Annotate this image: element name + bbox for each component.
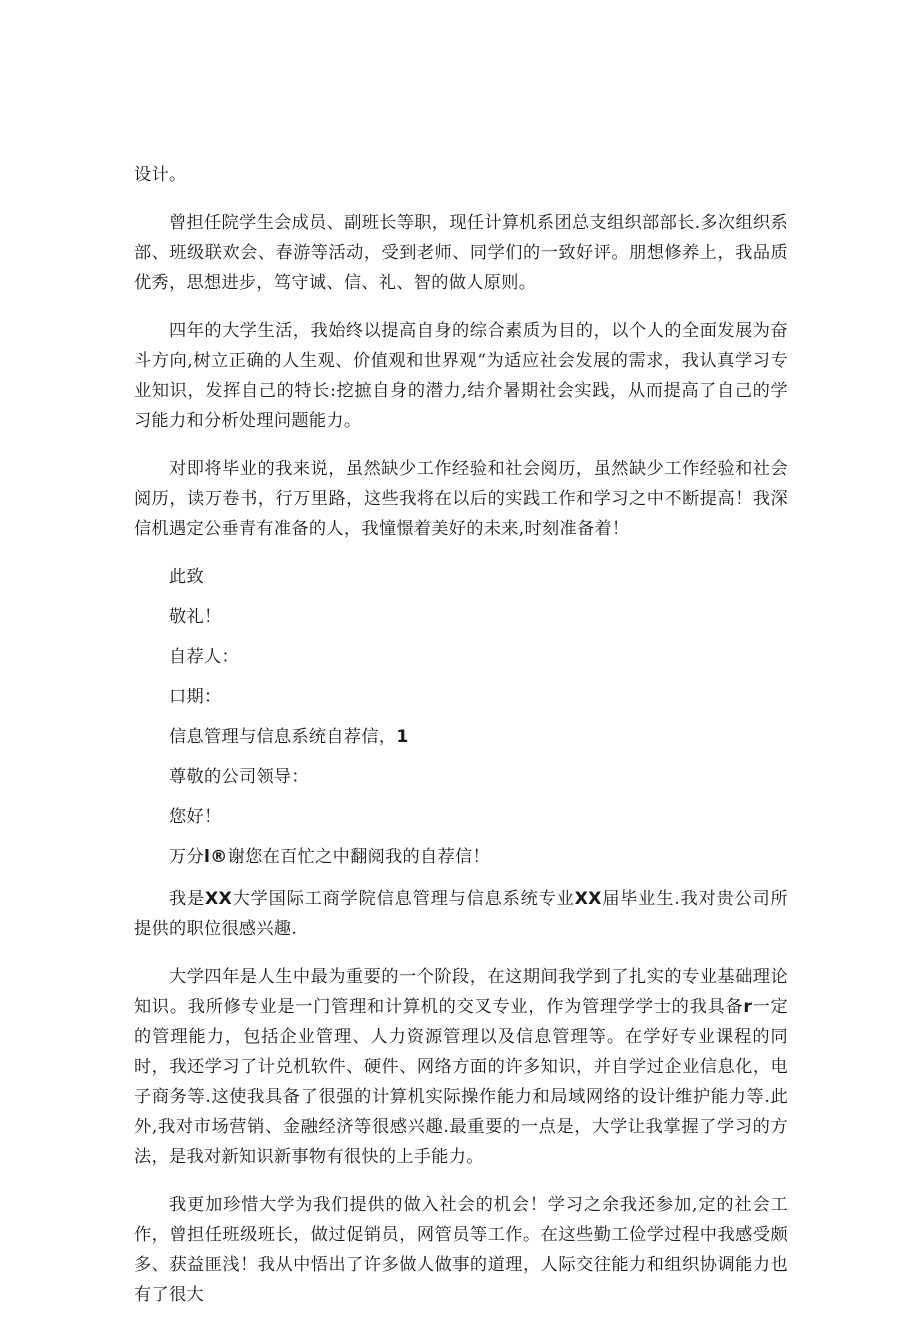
intro-part-1: 我是 bbox=[169, 889, 205, 909]
intro-placeholder-1: XX bbox=[205, 889, 233, 909]
letter2-title bbox=[134, 722, 788, 752]
letter2-title-text: 信息管理与信息系统自荐信， bbox=[169, 727, 397, 747]
paragraph-social: 我更加珍惜大学为我们提供的做入社会的机会！学习之余我还参加,定的社会工作，曾担任班级班长，做过促销员，网管员等工作。在这些勤工俭学过程中我感受颇多、获益匪浅！我从中悟出了许多做人做事的道理，人际交往能力和组织协调能力也有了很大 bbox=[134, 1195, 788, 1305]
study-part-2: 一定的管理能力，包括企业管理、人力资源管理以及信息管理等。在学好专业课程的同时，我还学习了计兑机软件、硬件、网络方面的许多知识，并自学过企业信息化，电子商务等.这使我具备了很强的计算机实际操作能力和局域网络的设计维护能力等.此外,我对市场营销、金融经济等很感兴趣.最重要的一点是，大学让我掌握了学习的方法，是我对新知识新事物有很快的上手能力。 bbox=[134, 997, 789, 1167]
document-body bbox=[134, 160, 788, 1328]
study-glyph: r bbox=[743, 997, 753, 1017]
signer-label: 自荐人： bbox=[169, 647, 239, 667]
thanks-suffix: 谢您在百忙之中翻阅我的自荐信！ bbox=[227, 847, 490, 867]
paragraph-graduating: 对即将毕业的我来说，虽然缺少工作经验和社会阅历，虽然缺少工作经验和社会阅历，读万卷书，行万里路，这些我将在以后的实践工作和学习之中不断提高！我深信机遇定公垂青有准备的人，我憧憬着美好的未来,时刻准备着！ bbox=[134, 459, 788, 539]
closing-line-1: 此致 bbox=[169, 567, 204, 587]
paragraph-study bbox=[134, 962, 788, 1172]
paragraph-college-life: 四年的大学生活，我始终以提高自身的综合素质为目的，以个人的全面发展为奋斗方向,树立正确的人生观、价值观和世界观“为适应社会发展的需求，我认真学习专业知识，发挥自己的特长:挖摭自身的潜力,结介暑期社会实践，从而提高了自己的学习能力和分析处理问题能力。 bbox=[134, 321, 788, 431]
paragraph-intro bbox=[134, 884, 788, 944]
intro-part-3: 届毕业生.我对贵公司所提供的职位很感兴趣. bbox=[134, 889, 789, 939]
salutation: 尊敬的公司领导： bbox=[169, 767, 309, 787]
thanks-prefix: 万分 bbox=[169, 847, 204, 867]
study-part-1: 大学四年是人生中最为重要的一个阶段，在这期间我学到了扎实的专业基础理论知识。我所修专业是一门管理和计算机的交叉专业，作为管理学学士的我具备 bbox=[134, 967, 788, 1017]
greeting: 您好！ bbox=[169, 807, 222, 827]
paragraph-continued: 设计。 bbox=[134, 165, 187, 185]
intro-placeholder-2: XX bbox=[574, 889, 602, 909]
thanks-line bbox=[134, 842, 788, 872]
letter2-title-number: 1 bbox=[396, 727, 409, 747]
paragraph-roles: 曾担任院学生会成员、副班长等职，现任计算机系团总支组织部部长.多次组织系部、班级联欢会、春游等活动，受到老师、同学们的一致好评。朋想修养上，我品质优秀，思想进步，笃守诚、信、礼、智的做人原则。 bbox=[134, 213, 788, 293]
closing-line-2: 敬礼！ bbox=[169, 607, 222, 627]
date-label: 口期： bbox=[169, 687, 222, 707]
thanks-glyph: l® bbox=[203, 847, 228, 867]
intro-part-2: 大学国际工商学院信息管理与信息系统专业 bbox=[232, 889, 575, 909]
